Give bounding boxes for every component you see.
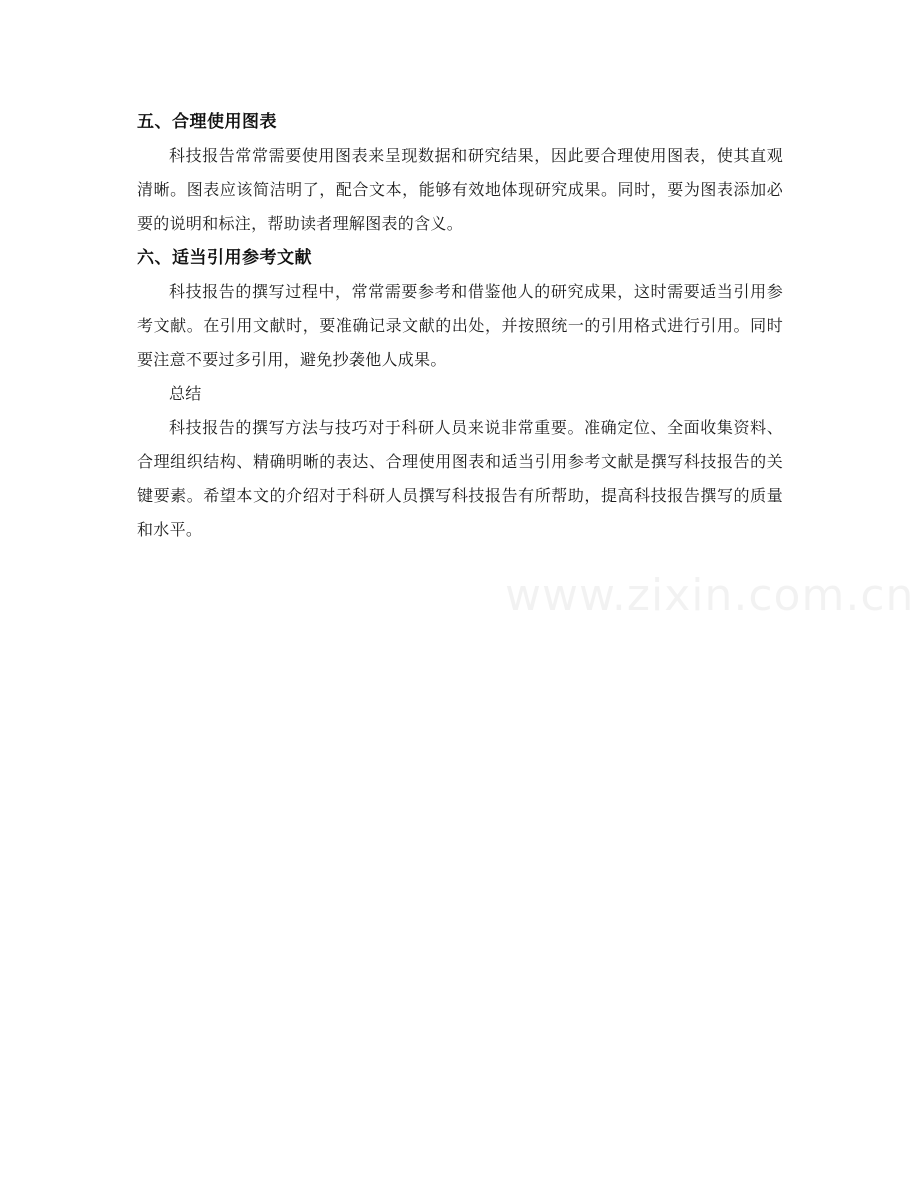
document-content [137,105,783,547]
watermark: www.zixin.com.cn [505,570,915,621]
summary-label: 总结 [169,384,202,403]
section-heading-6: 六、适当引用参考文献 [137,248,312,268]
summary-paragraph: 科技报告的撰写方法与技巧对于科研人员来说非常重要。准确定位、全面收集资料、合理组织结构、精确明晰的表达、合理使用图表和适当引用参考文献是撰写科技报告的关键要素。希望本文的介绍对于科研人员撰写科技报告有所帮助，提高科技报告撰写的质量和水平。 [137,418,783,539]
section-5-paragraph: 科技报告常常需要使用图表来呈现数据和研究结果，因此要合理使用图表，使其直观清晰。图表应该简洁明了，配合文本，能够有效地体现研究成果。同时，要为图表添加必要的说明和标注，帮助读者理解图表的含义。 [137,146,783,233]
section-6-paragraph: 科技报告的撰写过程中，常常需要参考和借鉴他人的研究成果，这时需要适当引用参考文献。在引用文献时，要准确记录文献的出处，并按照统一的引用格式进行引用。同时要注意不要过多引用，避免抄袭他人成果。 [137,282,783,369]
section-heading-5: 五、合理使用图表 [137,112,277,132]
